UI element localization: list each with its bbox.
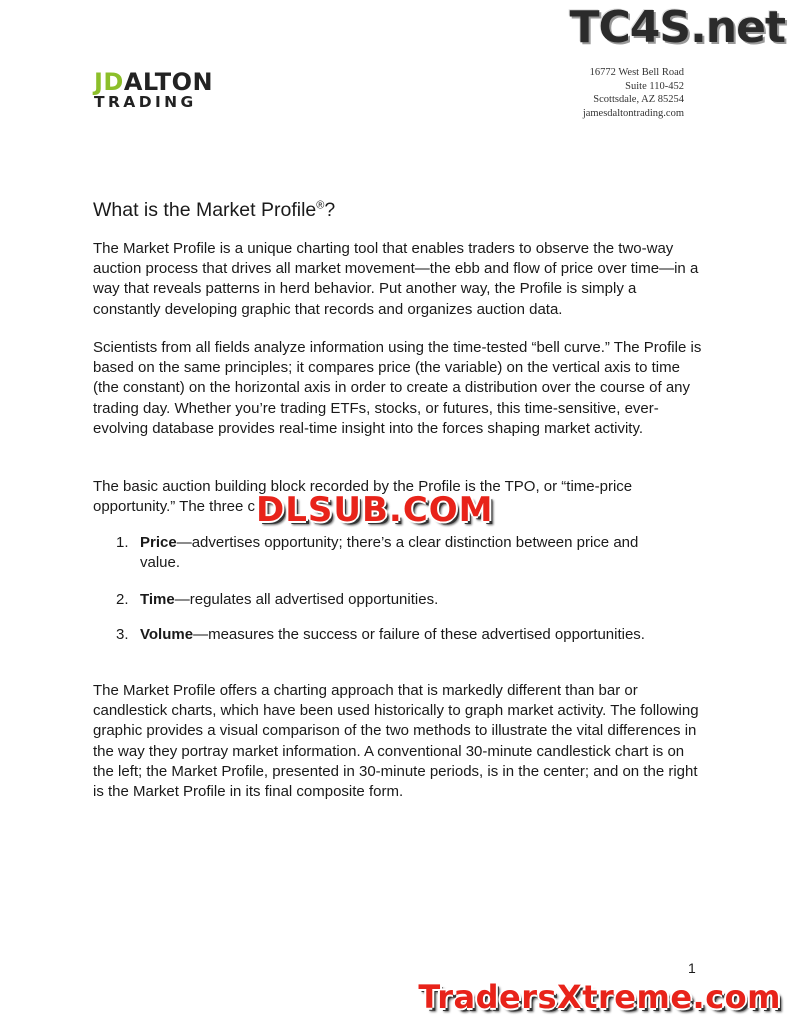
list-text: —measures the success or failure of these advertised opportunities. — [193, 626, 645, 643]
address-suite: Suite 110-452 — [625, 80, 684, 92]
list-number: 3. — [116, 626, 129, 643]
registered-mark: ® — [316, 199, 325, 212]
paragraph-tpo: The basic auction building block recorded by the Profile is the TPO, or “time-price opportunity.” The three c — [93, 478, 633, 516]
list-term: Time — [140, 591, 175, 608]
list-number: 1. — [116, 534, 129, 551]
watermark-middle: DLSUB.COM — [256, 490, 494, 530]
list-term: Price — [140, 534, 177, 551]
title-end: ? — [324, 199, 336, 221]
address-block — [583, 66, 684, 120]
title-text: What is the Market Profile — [93, 199, 317, 221]
list-text: —regulates all advertised opportunities. — [174, 591, 439, 608]
company-logo — [94, 70, 213, 111]
list-text: —advertises opportunity; there’s a clear distinction between price and value. — [140, 534, 639, 572]
logo-subtitle: TRADING — [94, 93, 197, 111]
watermark-bottom-right: TradersXtreme.com — [418, 978, 781, 1016]
page-number: 1 — [688, 960, 696, 976]
list-term: Volume — [140, 626, 194, 643]
watermark-top-right: TC4S.net — [569, 2, 785, 53]
paragraph-bell-curve: Scientists from all fields analyze information using the time-tested “bell curve.” The Profile is based on the same principles; it compares price (the variable) on the vertical axis to time (the constant) on the horizontal axis in order to create a distribution over the course of any trading day. Whether you’re trading ETFs, stocks, or futures, this time-sensitive, ever-evolving database provides real-time insight into the forces shaping market activity. — [93, 339, 702, 437]
logo-accent: JD — [94, 68, 124, 96]
address-website: jamesdaltontrading.com — [582, 107, 684, 119]
address-street: 16772 West Bell Road — [589, 67, 684, 78]
page-title — [93, 199, 335, 222]
paragraph-comparison: The Market Profile offers a charting approach that is markedly different than bar or candlestick charts, which have been used historically to graph market activity. The following graphic provides a visual comparison of the two methods to illustrate the vital differences in the way they portray market information. A conventional 30-minute candlestick chart is on the left; the Market Profile, presented in 30-minute periods, is in the center; and on the right is the Market Profile in its final composite form. — [93, 682, 699, 801]
list-number: 2. — [116, 591, 129, 608]
address-city: Scottsdale, AZ 85254 — [593, 94, 684, 106]
paragraph-intro: The Market Profile is a unique charting tool that enables traders to observe the two-way auction process that drives all market movement—the ebb and flow of price over time—in a way that reveals patterns in herd behavior. Put another way, the Profile is simply a constantly developing graphic that records and organizes auction data. — [93, 240, 699, 318]
logo-name: ALTON — [123, 68, 214, 96]
